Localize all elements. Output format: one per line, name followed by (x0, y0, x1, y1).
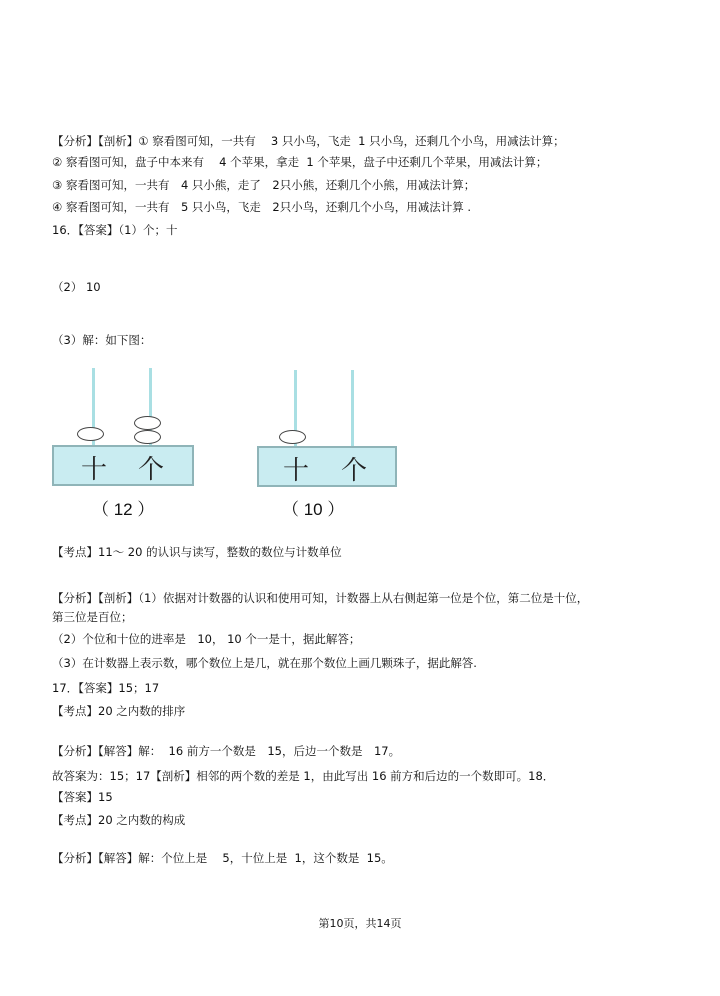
text-line: 【分析】【解答】解： 16 前方一个数是 15，后边一个数是 17。 (52, 744, 401, 758)
text-line: 【分析】【剖析】（1）依据对计数器的认识和使用可知，计数器上从右侧起第一位是个位，第二位是十位， (52, 591, 589, 605)
text-line: 【答案】15 (52, 790, 113, 804)
text-line: （2） 10 (52, 280, 101, 294)
place-value-box (52, 445, 194, 486)
bead (77, 427, 104, 441)
text-line: 【分析】【解答】解：个位上是 5，十位上是 1，这个数是 15。 (52, 851, 393, 865)
text-line: （2）个位和十位的进率是 10， 10 个一是十，据此解答； (52, 632, 361, 646)
bead (134, 430, 161, 444)
tens-label: 十 (81, 455, 108, 485)
text-line: ② 察看图可知，盘子中本来有 4 个苹果，拿走 1 个苹果，盘子中还剩几个苹果，用减法计算； (52, 155, 548, 169)
text-line: ③ 察看图可知，一共有 4 只小熊，走了 2只小熊，还剩几个小熊，用减法计算； (52, 178, 476, 192)
ones-label: 个 (138, 455, 165, 485)
text-line: 【考点】20 之内数的构成 (52, 813, 186, 827)
place-value-box (257, 446, 397, 487)
text-line: 【分析】【剖析】① 察看图可知，一共有 3 只小鸟，飞走 1 只小鸟，还剩几个小鸟，用减法计算； (52, 134, 565, 148)
page-footer: 第10页，共14页 (318, 917, 402, 930)
text-line: 第三位是百位； (52, 610, 133, 624)
text-line: 16．【答案】（1）个；十 (52, 223, 178, 237)
text-line: 故答案为：15；17【剖析】相邻的两个数的差是 1，由此写出 16 前方和后边的一个数即可。18． (52, 769, 555, 783)
tens-label: 十 (283, 456, 310, 486)
text-line: 【考点】11～ 20 的认识与读写，整数的数位与计数单位 (52, 545, 342, 559)
text-line: （3）解：如下图： (52, 333, 152, 347)
ones-label: 个 (341, 456, 368, 486)
bead (279, 430, 306, 444)
text-line: （3）在计数器上表示数，哪个数位上是几，就在那个数位上画几颗珠子，据此解答. (52, 656, 477, 670)
text-line: ④ 察看图可知，一共有 5 只小鸟，飞走 2只小鸟，还剩几个小鸟，用减法计算 . (52, 200, 472, 214)
ones-rod (351, 370, 354, 446)
figure-caption: （ 12 ） (92, 500, 155, 519)
bead (134, 416, 161, 430)
text-line: 17．【答案】15；17 (52, 681, 160, 695)
text-line: 【考点】20 之内数的排序 (52, 704, 186, 718)
figure-caption: （ 10 ） (282, 500, 345, 519)
